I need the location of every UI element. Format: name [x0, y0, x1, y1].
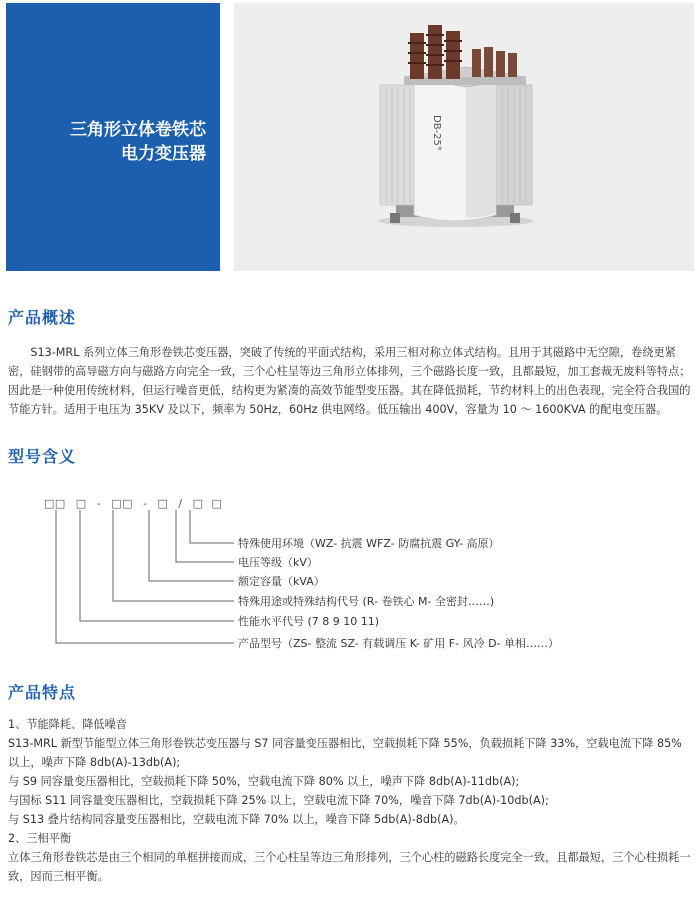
overview-text: S13-MRL 系列立体三角形卷铁芯变压器，突破了传统的平面式结构，采用三相对称立体式结构。且用于其磁路中无空隙，卷绕更紧密，硅钢带的高导磁方向与磁路方向完全一致，三个心柱呈等边三角形立体排列，三个磁路长度一致，且都最短，加工套裁无废料等特点；因此是一种使用传统材料，但运行噪音更低，结构更为紧凑的高效节能型变压器。其在降低损耗，节约材料上的出色表现，完全符合我国的节能方针。适用于电压为 35KV 及以下，频率为 50Hz，60Hz 供电网络。低压输出 400V，容量为 10 ～ 1600KVA 的配电变压器。 — [8, 346, 691, 416]
legend-environment: 特殊使用环境（WZ- 抗震 WFZ- 防腐抗震 GY- 高原） — [238, 537, 500, 550]
feature-heading-1: 1、节能降耗、降低噪音 — [8, 718, 127, 731]
overview-heading: 产品概述 — [8, 308, 77, 327]
code-connector-lines — [0, 497, 700, 657]
code-slash: / — [178, 497, 183, 510]
code-dash-2: - — [142, 497, 148, 510]
code-box-environment: □ — [211, 497, 223, 510]
legend-special: 特殊用途或特殊结构代号 (R- 卷铁心 M- 全密封……) — [238, 595, 495, 608]
product-image-panel — [234, 3, 694, 271]
code-box-product: □□ — [44, 497, 66, 510]
model-heading: 型号含义 — [8, 447, 77, 466]
feature-line: 与 S13 叠片结构同容量变压器相比，空载电流下降 70% 以上，噪音下降 5db(A)-8db(A)。 — [8, 813, 465, 826]
hero-title-panel — [6, 3, 220, 271]
feature-line: S13-MRL 新型节能型立体三角形卷铁芯变压器与 S7 同容量变压器相比，空载损耗下降 55%，负载损耗下降 33%，空载电流下降 85% 以上，噪声下降 8db(A)-13db(A); — [8, 737, 682, 769]
transformer-image — [234, 3, 694, 271]
legend-capacity: 额定容量（kVA） — [238, 575, 325, 588]
legend-voltage: 电压等级（kV） — [238, 556, 318, 569]
code-box-performance: □ — [75, 497, 87, 510]
product-title — [70, 118, 206, 166]
code-box-capacity: □ — [157, 497, 169, 510]
features-heading: 产品特点 — [8, 683, 77, 702]
product-title-line1: 三角形立体卷铁芯 — [70, 120, 206, 140]
tank-label: DB-25° — [431, 115, 442, 151]
features-text — [8, 715, 692, 886]
feature-line: 立体三角形卷铁芯是由三个相同的单框拼接而成，三个心柱呈等边三角形排列，三个心柱的磁路长度完全一致，且都最短，三个心柱损耗一致，因而三相平衡。 — [8, 851, 691, 883]
model-code-diagram — [0, 497, 700, 657]
feature-line: 与 S9 同容量变压器相比，空载损耗下降 50%，空载电流下降 80% 以上，噪声下降 8db(A)-11db(A); — [8, 775, 520, 788]
feature-heading-2: 2、三相平衡 — [8, 832, 72, 845]
code-box-voltage: □ — [192, 497, 204, 510]
legend-product: 产品型号（ZS- 整流 SZ- 有载调压 K- 矿用 F- 风冷 D- 单相……） — [238, 637, 560, 650]
code-dash-1: - — [96, 497, 102, 510]
legend-performance: 性能水平代号 (7 8 9 10 11) — [238, 615, 380, 628]
feature-line: 与国标 S11 同容量变压器相比，空载损耗下降 25% 以上，空载电流下降 70%，噪音下降 7db(A)-10db(A); — [8, 794, 549, 807]
product-title-line2: 电力变压器 — [121, 144, 206, 164]
code-box-special: □□ — [111, 497, 133, 510]
